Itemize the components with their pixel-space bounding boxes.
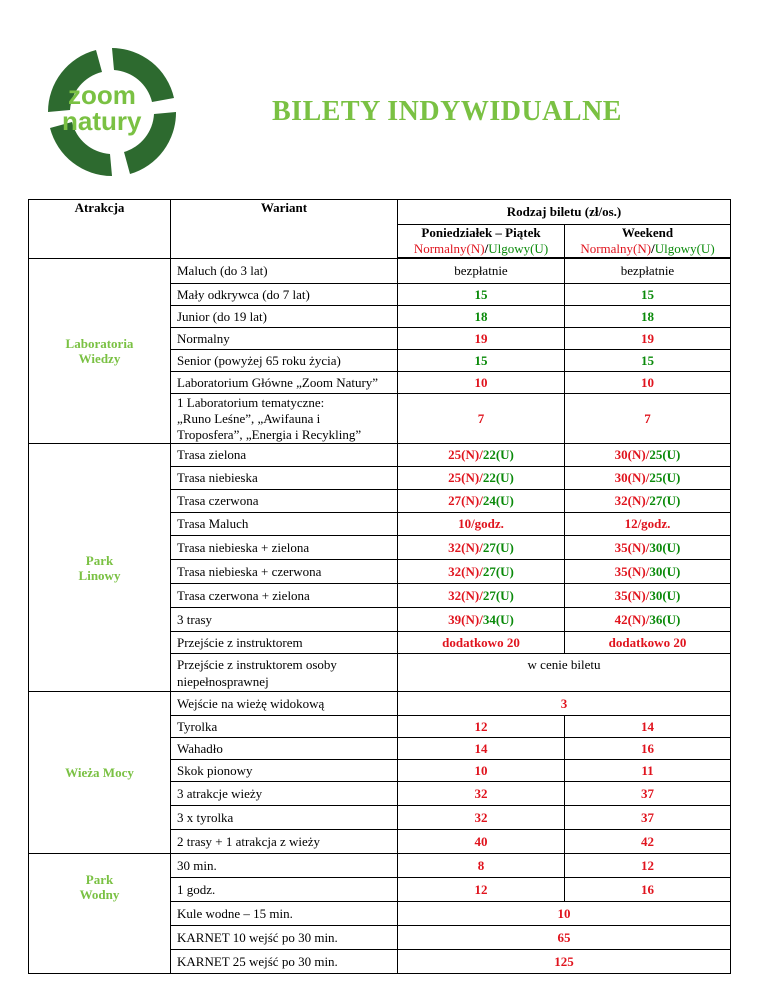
price-weekend: 35(N)/30(U) bbox=[565, 536, 731, 560]
price-weekend: 42(N)/36(U) bbox=[565, 608, 731, 632]
price-weekday: 32 bbox=[398, 806, 565, 830]
price-weekday: 18 bbox=[398, 306, 565, 328]
price-weekend: dodatkowo 20 bbox=[565, 632, 731, 654]
price-weekend: 19 bbox=[565, 328, 731, 350]
variant-cell: Trasa czerwona bbox=[171, 490, 398, 513]
variant-cell: Trasa Maluch bbox=[171, 513, 398, 536]
table-row bbox=[29, 259, 731, 284]
variant-cell: Mały odkrywca (do 7 lat) bbox=[171, 284, 398, 306]
price-weekday: 7 bbox=[398, 394, 565, 444]
price-both: 3 bbox=[398, 692, 731, 716]
logo-text-zoom: zoom bbox=[68, 80, 136, 110]
zoom-natury-logo bbox=[40, 40, 185, 185]
price-weekday: dodatkowo 20 bbox=[398, 632, 565, 654]
col-header-weekend bbox=[565, 225, 731, 258]
variant-cell: Trasa niebieska + czerwona bbox=[171, 560, 398, 584]
price-weekday: 19 bbox=[398, 328, 565, 350]
variant-cell: 2 trasy + 1 atrakcja z wieży bbox=[171, 830, 398, 854]
attraction-tower: Wieża Mocy bbox=[29, 692, 171, 854]
price-weekend: 30(N)/25(U) bbox=[565, 444, 731, 467]
variant-cell: Wahadło bbox=[171, 738, 398, 760]
price-weekend: 35(N)/30(U) bbox=[565, 560, 731, 584]
price-weekday: 14 bbox=[398, 738, 565, 760]
variant-cell: Trasa niebieska + zielona bbox=[171, 536, 398, 560]
variant-cell: KARNET 10 wejść po 30 min. bbox=[171, 926, 398, 950]
price-weekday: 10/godz. bbox=[398, 513, 565, 536]
weekend-legend: Normalny(N)/Ulgowy(U) bbox=[580, 241, 715, 256]
price-weekday: 32(N)/27(U) bbox=[398, 536, 565, 560]
logo-text-natury: natury bbox=[62, 106, 142, 136]
weekend-label: Weekend bbox=[621, 225, 674, 240]
variant-cell: Skok pionowy bbox=[171, 760, 398, 782]
price-weekday: 8 bbox=[398, 854, 565, 878]
variant-cell: 3 x tyrolka bbox=[171, 806, 398, 830]
attraction-water-park: Park Wodny bbox=[29, 854, 171, 974]
price-weekend: 14 bbox=[565, 716, 731, 738]
variant-cell: Wejście na wieżę widokową bbox=[171, 692, 398, 716]
col-header-variant: Wariant bbox=[171, 200, 398, 259]
col-header-weekday bbox=[398, 225, 565, 258]
price-weekday: 10 bbox=[398, 372, 565, 394]
price-weekday: 15 bbox=[398, 350, 565, 372]
variant-cell: 3 trasy bbox=[171, 608, 398, 632]
variant-cell: Laboratorium Główne „Zoom Natury” bbox=[171, 372, 398, 394]
price-weekday: 39(N)/34(U) bbox=[398, 608, 565, 632]
variant-cell: Trasa niebieska bbox=[171, 467, 398, 490]
price-weekend: 35(N)/30(U) bbox=[565, 584, 731, 608]
price-weekend: 12 bbox=[565, 854, 731, 878]
price-weekday: 32(N)/27(U) bbox=[398, 584, 565, 608]
price-weekend: 30(N)/25(U) bbox=[565, 467, 731, 490]
price-weekend: 42 bbox=[565, 830, 731, 854]
price-weekday: bezpłatnie bbox=[398, 259, 565, 284]
price-both: w cenie biletu bbox=[398, 654, 731, 692]
price-weekday: 12 bbox=[398, 716, 565, 738]
variant-cell: Tyrolka bbox=[171, 716, 398, 738]
variant-cell: Trasa czerwona + zielona bbox=[171, 584, 398, 608]
price-both: 10 bbox=[398, 902, 731, 926]
variant-cell: Senior (powyżej 65 roku życia) bbox=[171, 350, 398, 372]
variant-cell: Maluch (do 3 lat) bbox=[171, 259, 398, 284]
price-weekend: 32(N)/27(U) bbox=[565, 490, 731, 513]
weekday-label: Poniedziałek – Piątek bbox=[421, 225, 541, 240]
variant-cell: Kule wodne – 15 min. bbox=[171, 902, 398, 926]
variant-cell: 30 min. bbox=[171, 854, 398, 878]
variant-cell: Przejście z instruktorem bbox=[171, 632, 398, 654]
variant-cell: Przejście z instruktorem osoby niepełnosprawnej bbox=[171, 654, 398, 692]
variant-cell: Normalny bbox=[171, 328, 398, 350]
attraction-labs: Laboratoria Wiedzy bbox=[29, 259, 171, 444]
price-both: 65 bbox=[398, 926, 731, 950]
tickets-table bbox=[28, 199, 731, 974]
col-header-attraction: Atrakcja bbox=[29, 200, 171, 259]
price-weekend: 16 bbox=[565, 738, 731, 760]
page-title: BILETY INDYWIDUALNE bbox=[272, 96, 622, 127]
variant-cell: 1 godz. bbox=[171, 878, 398, 902]
variant-cell: 3 atrakcje wieży bbox=[171, 782, 398, 806]
table-row bbox=[29, 444, 731, 467]
price-weekend: 7 bbox=[565, 394, 731, 444]
price-weekday: 25(N)/22(U) bbox=[398, 444, 565, 467]
price-weekend: 16 bbox=[565, 878, 731, 902]
price-weekend: 37 bbox=[565, 782, 731, 806]
table-row bbox=[29, 692, 731, 716]
price-weekday: 10 bbox=[398, 760, 565, 782]
table-row bbox=[29, 854, 731, 878]
price-weekend: 10 bbox=[565, 372, 731, 394]
variant-cell: Trasa zielona bbox=[171, 444, 398, 467]
price-weekend: 37 bbox=[565, 806, 731, 830]
price-weekend: 18 bbox=[565, 306, 731, 328]
variant-cell: KARNET 25 wejść po 30 min. bbox=[171, 950, 398, 974]
price-weekday: 32 bbox=[398, 782, 565, 806]
variant-cell: 1 Laboratorium tematyczne: „Runo Leśne”, „Awifauna i Troposfera”, „Energia i Recykling” bbox=[171, 394, 398, 444]
price-weekend: 15 bbox=[565, 284, 731, 306]
price-both: 125 bbox=[398, 950, 731, 974]
price-weekday: 27(N)/24(U) bbox=[398, 490, 565, 513]
price-weekday: 40 bbox=[398, 830, 565, 854]
price-weekday: 25(N)/22(U) bbox=[398, 467, 565, 490]
price-weekend: 12/godz. bbox=[565, 513, 731, 536]
price-weekday: 32(N)/27(U) bbox=[398, 560, 565, 584]
price-weekday: 15 bbox=[398, 284, 565, 306]
price-weekend: 15 bbox=[565, 350, 731, 372]
price-weekday: 12 bbox=[398, 878, 565, 902]
variant-cell: Junior (do 19 lat) bbox=[171, 306, 398, 328]
price-weekend: bezpłatnie bbox=[565, 259, 731, 284]
price-weekend: 11 bbox=[565, 760, 731, 782]
col-header-ticket-type: Rodzaj biletu (zł/os.) bbox=[398, 200, 731, 225]
attraction-park-linowy: Park Linowy bbox=[29, 444, 171, 692]
weekday-legend: Normalny(N)/Ulgowy(U) bbox=[413, 241, 549, 256]
